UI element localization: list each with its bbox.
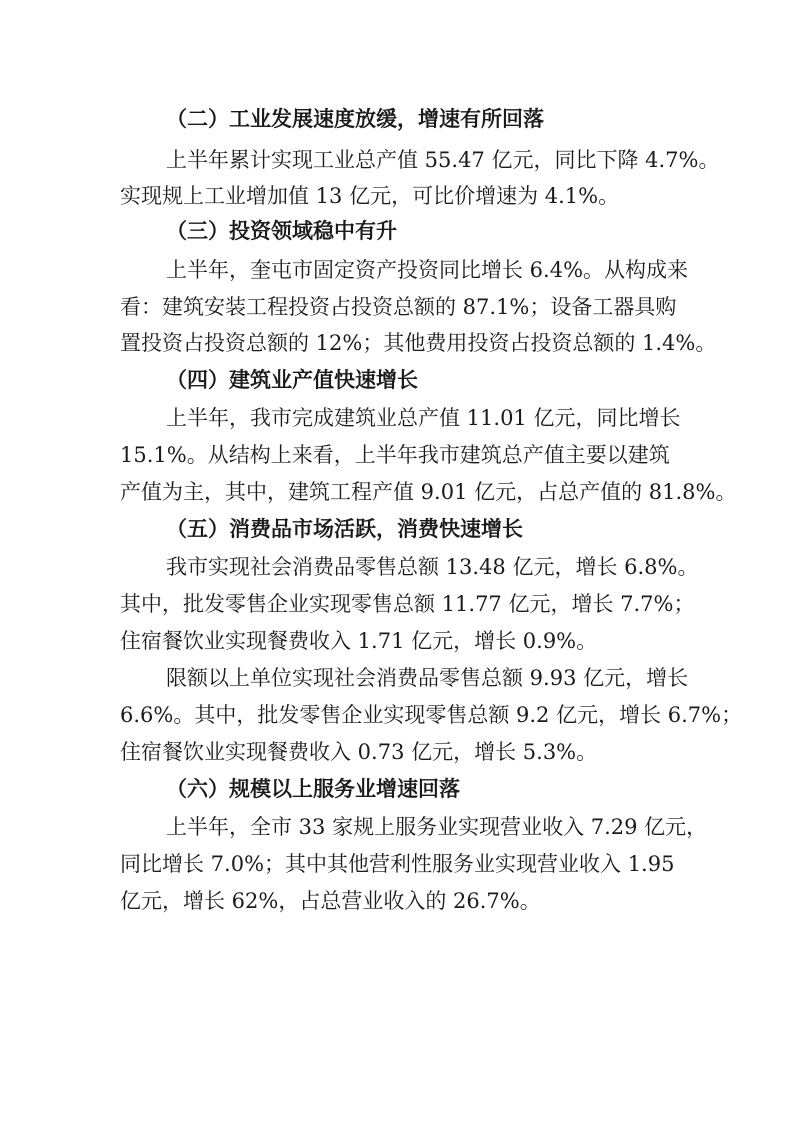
paragraph-line: 15.1%。从结构上来看，上半年我市建筑总产值主要以建筑: [120, 443, 670, 467]
paragraph-line: 上半年，全市 33 家规上服务业实现营业收入 7.29 亿元，: [166, 815, 708, 839]
paragraph-line: 同比增长 7.0%；其中其他营利性服务业实现营业收入 1.95: [120, 852, 675, 876]
paragraph-line: 上半年，我市完成建筑业总产值 11.01 亿元，同比增长: [166, 406, 681, 430]
paragraph-line: 住宿餐饮业实现餐费收入 0.73 亿元，增长 5.3%。: [120, 740, 598, 764]
paragraph-line: 实现规上工业增加值 13 亿元，可比价增速为 4.1%。: [120, 184, 620, 208]
section-heading-4: （四）建筑业产值快速增长: [166, 367, 418, 392]
paragraph-line: 产值为主，其中，建筑工程产值 9.01 亿元，占总产值的 81.8%。: [120, 480, 737, 504]
section-heading-3: （三）投资领域稳中有升: [166, 218, 397, 243]
paragraph-line: 看：建筑安装工程投资占投资总额的 87.1%；设备工器具购: [120, 295, 677, 319]
section-heading-2: （二）工业发展速度放缓，增速有所回落: [166, 106, 544, 131]
paragraph-line: 6.6%。其中，批发零售企业实现零售总额 9.2 亿元，增长 6.7%；: [120, 703, 743, 727]
paragraph-line: 我市实现社会消费品零售总额 13.48 亿元，增长 6.8%。: [166, 555, 699, 579]
paragraph-line: 住宿餐饮业实现餐费收入 1.71 亿元，增长 0.9%。: [120, 629, 598, 653]
paragraph-line: 其中，批发零售企业实现零售总额 11.77 亿元，增长 7.7%；: [120, 592, 695, 616]
paragraph-line: 限额以上单位实现社会消费品零售总额 9.93 亿元，增长: [166, 666, 689, 690]
paragraph-line: 上半年累计实现工业总产值 55.47 亿元，同比下降 4.7%。: [166, 148, 720, 172]
paragraph-line: 上半年，奎屯市固定资产投资同比增长 6.4%。从构成来: [166, 258, 689, 282]
paragraph-line: 置投资占投资总额的 12%；其他费用投资占投资总额的 1.4%。: [120, 331, 717, 355]
paragraph-line: 亿元，增长 62%，占总营业收入的 26.7%。: [120, 889, 541, 913]
section-heading-6: （六）规模以上服务业增速回落: [166, 776, 460, 801]
section-heading-5: （五）消费品市场活跃，消费快速增长: [166, 516, 523, 541]
